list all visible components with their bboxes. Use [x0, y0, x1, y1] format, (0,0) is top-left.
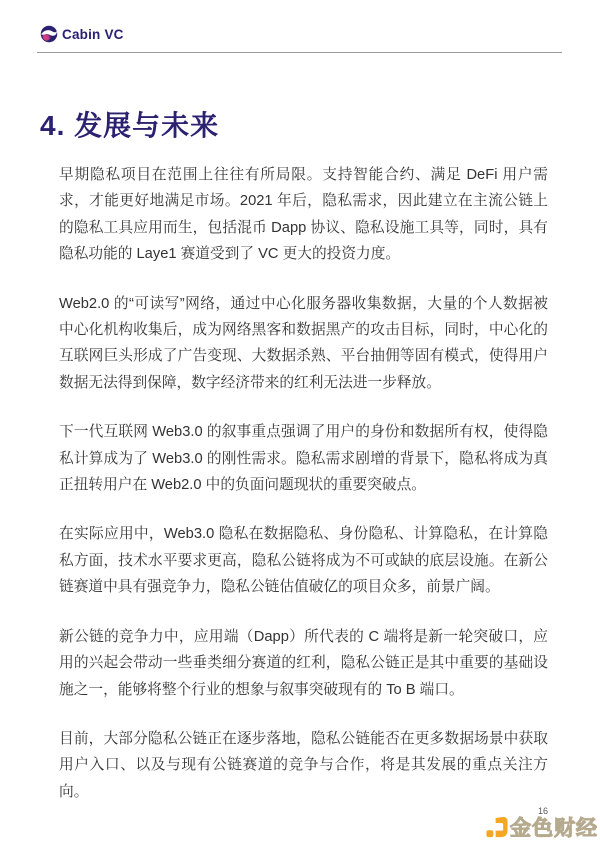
- header-logo: [40, 25, 124, 43]
- jinse-finance-icon: [486, 815, 508, 839]
- page-title: 4. 发展与未来: [40, 110, 220, 141]
- cabin-vc-logo-icon: [40, 25, 58, 43]
- paragraph-1: 早期隐私项目在范围上往往有所局限。支持智能合约、满足 DeFi 用户需求，才能更好地满足市场。2021 年后，隐私需求，因此建立在主流公链上的隐私工具应用而生，包括混币 Dapp 协议、隐私设施工具等，同时，具有隐私功能的 Laye1 赛道受到了 VC 更大的投资力度。: [59, 167, 548, 263]
- paragraph-3: 下一代互联网 Web3.0 的叙事重点强调了用户的身份和数据所有权，使得隐私计算成为了 Web3.0 的刚性需求。隐私需求剧增的背景下，隐私将成为真正扭转用户在 Web2.0 中的负面问题现状的重要突破点。: [59, 424, 548, 494]
- body-text: [59, 162, 548, 805]
- jinse-finance-watermark: [486, 812, 598, 842]
- paragraph-5: 新公链的竞争力中，应用端（Dapp）所代表的 C 端将是新一轮突破口，应用的兴起会带动一些垂类细分赛道的红利，隐私公链正是其中重要的基础设施之一，能够将整个行业的想象与叙事突破现有的 To B 端口。: [59, 628, 548, 698]
- header-divider: [37, 52, 562, 53]
- cabin-vc-logo-text: Cabin VC: [62, 26, 124, 42]
- paragraph-2: Web2.0 的“可读写”网络，通过中心化服务器收集数据，大量的个人数据被中心化机构收集后，成为网络黑客和数据黑产的攻击目标，同时，中心化的互联网巨头形成了广告变现、大数据杀熟、平台抽佣等固有模式，使得用户数据无法得到保障，数字经济带来的红利无法进一步释放。: [59, 295, 548, 391]
- paragraph-4: 在实际应用中，Web3.0 隐私在数据隐私、身份隐私、计算隐私，在计算隐私方面，技术水平要求更高，隐私公链将成为不可或缺的底层设施。在新公链赛道中具有强竞争力，隐私公链估值破亿的项目众多，前景广阔。: [59, 526, 548, 596]
- jinse-finance-watermark-text: 金色财经: [510, 817, 598, 840]
- page-number: 16: [538, 806, 549, 816]
- paragraph-6: 目前，大部分隐私公链正在逐步落地，隐私公链能否在更多数据场景中获取用户入口、以及与现有公链赛道的竞争与合作，将是其发展的重点关注方向。: [59, 730, 548, 800]
